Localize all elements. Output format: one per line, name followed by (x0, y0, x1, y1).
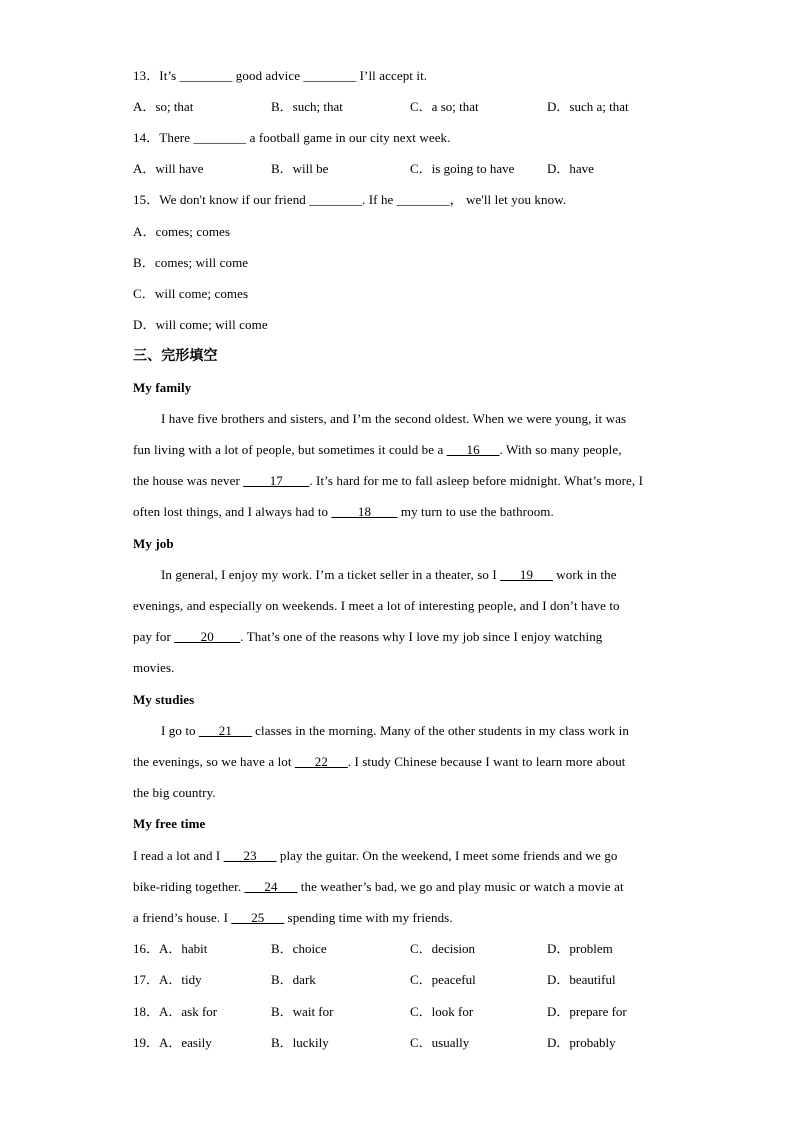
text: I go to (161, 723, 199, 738)
blank-18: ____18____ (331, 504, 398, 519)
q19-option-a: 19．A．easily (133, 1035, 212, 1050)
question-13-stem: 13．It’s ________ good advice ________ I’ll accept it. (133, 68, 428, 83)
q13-option-c: C．a so; that (410, 99, 479, 114)
q16-option-c: C．decision (410, 941, 475, 956)
blank-19: ___19___ (500, 567, 553, 582)
free-line-1 (133, 848, 617, 864)
q18-option-d: D．prepare for (547, 1004, 627, 1019)
blank-25: ___25___ (231, 910, 285, 925)
text: I have five brothers and sisters, and I’m the second oldest. When we were young, it was (161, 411, 627, 426)
q18-option-a: 18．A．ask for (133, 1004, 218, 1019)
text: spending time with my friends. (284, 910, 453, 925)
heading-my-studies: My studies (133, 692, 195, 707)
q19-option-b: B．luckily (271, 1035, 329, 1050)
blank-24: ___24___ (244, 879, 298, 894)
text: classes in the morning. Many of the other students in my class work in (251, 723, 629, 738)
heading-my-job: My job (133, 536, 174, 551)
section-title: 三、完形填空 (133, 348, 218, 364)
text: fun living with a lot of people, but sometimes it could be a (133, 442, 447, 457)
q16-option-a: 16．A．habit (133, 941, 208, 956)
family-line-4 (133, 504, 554, 520)
q17-option-c: C．peaceful (410, 972, 476, 987)
heading-my-family: My family (133, 380, 192, 395)
text: the weather’s bad, we go and play music or watch a movie at (297, 879, 624, 894)
text: the evenings, so we have a lot (133, 754, 295, 769)
text: bike-riding together. (133, 879, 245, 894)
family-line-1 (161, 411, 626, 427)
family-line-2 (133, 442, 622, 458)
q19-option-c: C．usually (410, 1035, 470, 1050)
text: movies. (133, 660, 175, 675)
q15-option-b: B．comes; will come (133, 255, 249, 270)
text: . It’s hard for me to fall asleep before midnight. What’s more, I (309, 473, 644, 488)
text: I read a lot and I (133, 848, 224, 863)
q15-option-c: C．will come; comes (133, 286, 249, 301)
q13-option-a: A．so; that (133, 99, 194, 114)
blank-21: ___21___ (199, 723, 252, 738)
q14-option-b: B．will be (271, 161, 329, 176)
text: often lost things, and I always had to (133, 504, 332, 519)
q17-option-a: 17．A．tidy (133, 972, 202, 987)
text: my turn to use the bathroom. (397, 504, 554, 519)
q16-option-b: B．choice (271, 941, 327, 956)
q17-option-b: B．dark (271, 972, 316, 987)
job-line-1 (161, 567, 617, 583)
blank-22: ___22___ (294, 754, 348, 769)
free-line-2 (133, 879, 624, 895)
job-line-2 (133, 598, 620, 614)
text: a friend’s house. I (133, 910, 232, 925)
studies-line-3 (133, 785, 216, 801)
q18-option-b: B．wait for (271, 1004, 334, 1019)
heading-my-free-time: My free time (133, 816, 206, 831)
blank-23: ___23___ (223, 848, 277, 863)
q13-option-b: B．such; that (271, 99, 343, 114)
family-line-3 (133, 473, 643, 489)
text: work in the (552, 567, 617, 582)
question-15-stem: 15．We don't know if our friend ________. If he ________， we'll let you know. (133, 192, 567, 207)
text: play the guitar. On the weekend, I meet some friends and we go (276, 848, 618, 863)
job-line-4 (133, 660, 175, 676)
text: . I study Chinese because I want to learn more about (347, 754, 626, 769)
q14-option-a: A．will have (133, 161, 204, 176)
text: . With so many people, (499, 442, 622, 457)
text: In general, I enjoy my work. I’m a ticket seller in a theater, so I (161, 567, 501, 582)
q14-option-d: D．have (547, 161, 594, 176)
blank-17: ____17____ (243, 473, 310, 488)
q19-option-d: D．probably (547, 1035, 616, 1050)
job-line-3 (133, 629, 602, 645)
blank-20: ____20____ (174, 629, 241, 644)
blank-16: ___16___ (446, 442, 500, 457)
q15-option-a: A．comes; comes (133, 224, 231, 239)
text: pay for (133, 629, 175, 644)
q15-option-d: D．will come; will come (133, 317, 268, 332)
q17-option-d: D．beautiful (547, 972, 616, 987)
studies-line-1 (161, 723, 629, 739)
text: the big country. (133, 785, 216, 800)
q18-option-c: C．look for (410, 1004, 474, 1019)
question-14-stem: 14．There ________ a football game in our city next week. (133, 130, 451, 145)
studies-line-2 (133, 754, 626, 770)
text: . That’s one of the reasons why I love my job since I enjoy watching (240, 629, 603, 644)
free-line-3 (133, 910, 453, 926)
q16-option-d: D．problem (547, 941, 613, 956)
text: evenings, and especially on weekends. I meet a lot of interesting people, and I don’t have to (133, 598, 620, 613)
q13-option-d: D．such a; that (547, 99, 629, 114)
text: the house was never (133, 473, 244, 488)
q14-option-c: C．is going to have (410, 161, 515, 176)
